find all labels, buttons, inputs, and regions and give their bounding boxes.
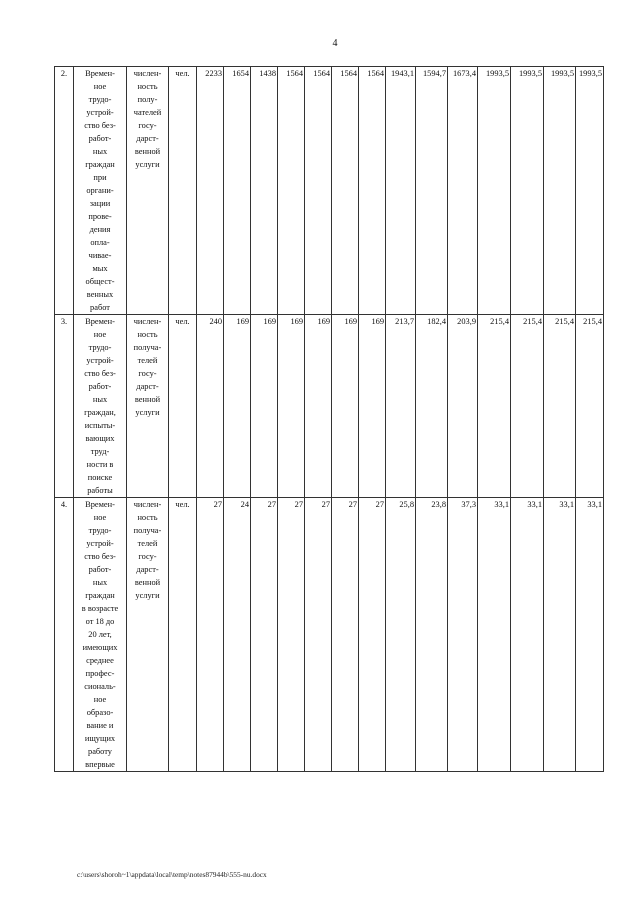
measure-name-line: устрой-	[86, 356, 114, 365]
measure-name-line: работу	[88, 747, 112, 756]
measure-name-line: работ-	[88, 382, 112, 391]
measure-name-line: трудо-	[88, 343, 112, 352]
indicator-name-line: дарст-	[136, 565, 159, 574]
indicator-name-line: госу-	[138, 369, 157, 378]
measure-name-line: Времен-	[85, 69, 115, 78]
measure-name-line: вающих	[85, 434, 115, 443]
measure-name-line: ство без-	[84, 121, 116, 130]
value-cell: 213,7	[386, 315, 416, 498]
measure-name-line: чивае-	[88, 251, 112, 260]
indicator-name-line: полу-	[137, 95, 158, 104]
value-cell: 27	[359, 498, 386, 772]
value-cell: 33,1	[544, 498, 576, 772]
measure-name-line: граждан	[85, 591, 115, 600]
value-cell: 1654	[224, 67, 251, 315]
measure-name-line: работ-	[88, 565, 112, 574]
table-row	[55, 67, 604, 315]
indicator-name-line: услуги	[135, 408, 160, 417]
unit-cell: чел.	[169, 315, 197, 498]
value-cell: 1564	[305, 67, 332, 315]
measure-name-line: устрой-	[86, 108, 114, 117]
value-cell: 215,4	[576, 315, 604, 498]
indicator-name-line: венной	[134, 395, 161, 404]
measure-name-line: органи-	[86, 186, 114, 195]
value-cell: 1993,5	[478, 67, 511, 315]
measure-name-line: опла-	[90, 238, 110, 247]
row-number: 3.	[55, 315, 74, 498]
measure-name-line: в возрасте	[81, 604, 119, 613]
value-cell: 33,1	[478, 498, 511, 772]
value-cell: 215,4	[544, 315, 576, 498]
value-cell: 1673,4	[448, 67, 478, 315]
value-cell: 27	[278, 498, 305, 772]
measure-name-line: ных	[92, 578, 108, 587]
value-cell: 25,8	[386, 498, 416, 772]
measure-name-line: граждан,	[84, 408, 116, 417]
value-cell: 215,4	[511, 315, 544, 498]
value-cell: 169	[305, 315, 332, 498]
measure-name-line: 20 лет,	[88, 630, 112, 639]
value-cell: 27	[251, 498, 278, 772]
indicator-name	[127, 315, 169, 498]
measure-name-line: работ	[90, 303, 110, 312]
value-cell: 27	[197, 498, 224, 772]
value-cell: 1564	[359, 67, 386, 315]
measure-name-line: общест-	[85, 277, 115, 286]
value-cell: 2233	[197, 67, 224, 315]
unit-cell: чел.	[169, 67, 197, 315]
measure-name-line: ных	[92, 147, 108, 156]
indicator-name-line: госу-	[138, 552, 157, 561]
measure-name-line: граждан	[85, 160, 115, 169]
measure-name-line: имеющих	[82, 643, 118, 652]
measure-name-line: ное	[93, 330, 107, 339]
value-cell: 169	[278, 315, 305, 498]
measure-name-line: прове-	[88, 212, 112, 221]
value-cell: 1993,5	[576, 67, 604, 315]
measure-name-line: профес-	[85, 669, 115, 678]
page-number: 4	[332, 38, 338, 49]
value-cell: 1993,5	[511, 67, 544, 315]
measure-name-line: от 18 до	[85, 617, 115, 626]
indicator-name-line: числен-	[133, 69, 162, 78]
indicator-name-line: ность	[137, 513, 158, 522]
measure-name-line: Времен-	[85, 317, 115, 326]
measure-name-line: устрой-	[86, 539, 114, 548]
indicator-name-line: телей	[137, 539, 158, 548]
measure-name-line: испыты-	[84, 421, 116, 430]
row-number: 4.	[55, 498, 74, 772]
measure-name-line: работ-	[88, 134, 112, 143]
measure-name-line: зации	[89, 199, 111, 208]
value-cell: 1594,7	[416, 67, 448, 315]
value-cell: 240	[197, 315, 224, 498]
measure-name-line: венных	[86, 290, 114, 299]
measure-name-line: трудо-	[88, 95, 112, 104]
row-number: 2.	[55, 67, 74, 315]
indicator-name-line: услуги	[135, 160, 160, 169]
value-cell: 33,1	[576, 498, 604, 772]
measure-name-line: впервые	[85, 760, 115, 769]
indicator-name-line: дарст-	[136, 134, 159, 143]
value-cell: 24	[224, 498, 251, 772]
measure-name-line: вание и	[86, 721, 114, 730]
indicator-name-line: числен-	[133, 317, 162, 326]
measure-name-line: ное	[93, 82, 107, 91]
value-cell: 1993,5	[544, 67, 576, 315]
value-cell: 169	[251, 315, 278, 498]
measure-name-line: ство без-	[84, 369, 116, 378]
table-row	[55, 498, 604, 772]
indicator-name-line: венной	[134, 147, 161, 156]
indicator-name-line: дарст-	[136, 382, 159, 391]
measure-name-line: трудо-	[88, 526, 112, 535]
indicator-name-line: чателей	[133, 108, 162, 117]
value-cell: 169	[359, 315, 386, 498]
indicator-name-line: госу-	[138, 121, 157, 130]
file-path-footer: c:\users\shoroh~1\appdata\local\temp\notes87944b\555-nu.docx	[77, 870, 267, 879]
measure-name-line: ищущих	[84, 734, 116, 743]
measure-name-line: Времен-	[85, 500, 115, 509]
value-cell: 1564	[278, 67, 305, 315]
value-cell: 23,8	[416, 498, 448, 772]
indicator-name-line: ность	[137, 82, 158, 91]
indicator-name-line: получа-	[133, 343, 162, 352]
value-cell: 1564	[332, 67, 359, 315]
measure-name-line: труд-	[90, 447, 110, 456]
measure-name-line: ности в	[86, 460, 114, 469]
measure-name-line: ное	[93, 695, 107, 704]
indicator-name-line: числен-	[133, 500, 162, 509]
measure-name-line: дения	[89, 225, 111, 234]
value-cell: 169	[224, 315, 251, 498]
measure-name	[74, 498, 127, 772]
value-cell: 27	[332, 498, 359, 772]
value-cell: 182,4	[416, 315, 448, 498]
measure-name-line: образо-	[86, 708, 114, 717]
indicator-name	[127, 498, 169, 772]
measure-name-line: работы	[87, 486, 113, 495]
indicator-name-line: венной	[134, 578, 161, 587]
measure-name-line: поиске	[87, 473, 113, 482]
indicator-name-line: услуги	[135, 591, 160, 600]
measure-name-line: ное	[93, 513, 107, 522]
value-cell: 37,3	[448, 498, 478, 772]
data-table	[54, 66, 604, 772]
value-cell: 203,9	[448, 315, 478, 498]
value-cell: 169	[332, 315, 359, 498]
indicator-name-line: телей	[137, 356, 158, 365]
measure-name-line: мых	[92, 264, 108, 273]
measure-name-line: сиональ-	[84, 682, 116, 691]
indicator-name-line: получа-	[133, 526, 162, 535]
value-cell: 215,4	[478, 315, 511, 498]
unit-cell: чел.	[169, 498, 197, 772]
measure-name-line: среднее	[86, 656, 114, 665]
measure-name-line: ство без-	[84, 552, 116, 561]
value-cell: 1438	[251, 67, 278, 315]
measure-name-line: ных	[92, 395, 108, 404]
measure-name-line: при	[93, 173, 107, 182]
value-cell: 27	[305, 498, 332, 772]
indicator-name	[127, 67, 169, 315]
indicator-name-line: ность	[137, 330, 158, 339]
value-cell: 1943,1	[386, 67, 416, 315]
measure-name	[74, 315, 127, 498]
value-cell: 33,1	[511, 498, 544, 772]
measure-name	[74, 67, 127, 315]
table-row	[55, 315, 604, 498]
